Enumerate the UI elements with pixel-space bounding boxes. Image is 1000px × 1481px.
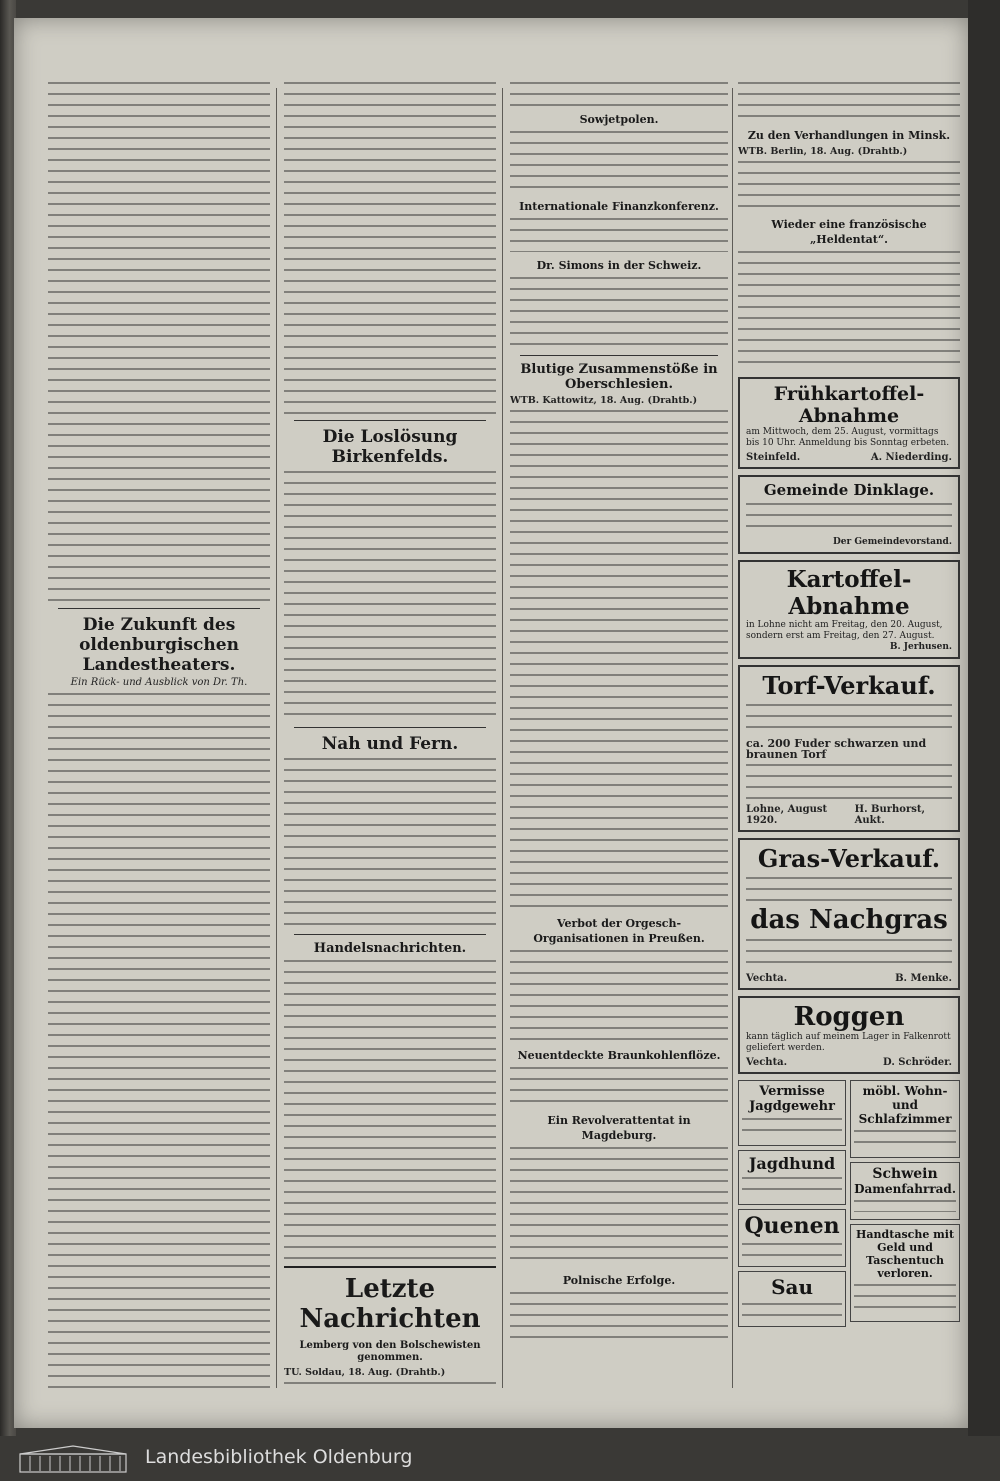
newspaper-page	[14, 18, 968, 1428]
ad-fruehkartoffel	[738, 377, 960, 469]
library-building-icon	[18, 1444, 128, 1474]
column-3	[510, 78, 728, 1388]
handel-title: Handelsnachrichten.	[313, 941, 467, 956]
ad-text-block	[742, 1177, 842, 1197]
ad-handtasche	[850, 1224, 960, 1322]
ad-text-block	[742, 1303, 842, 1319]
sowjetpolen-title: Sowjetpolen.	[579, 113, 659, 126]
divider	[520, 355, 718, 356]
ad-kartoffel	[738, 560, 960, 659]
ad-name: B. Menke.	[895, 973, 952, 984]
column-4	[738, 78, 960, 1388]
ad-text-block	[746, 503, 952, 533]
article-text-block	[284, 471, 496, 721]
ad-text: kann täglich auf meinem Lager in Falkenrott geliefert werden.	[746, 1032, 951, 1053]
article-text-block	[510, 1292, 728, 1342]
ad-subtitle: Jagdgewehr	[749, 1099, 835, 1114]
ad-text-block	[742, 1118, 842, 1138]
ad-signature	[746, 1057, 952, 1068]
article-text-block	[510, 1067, 728, 1107]
small-ads-left	[738, 1080, 846, 1331]
column-rule	[502, 88, 503, 1388]
article-text-block	[284, 758, 496, 928]
ad-text-block	[742, 1243, 842, 1259]
ad-text-block	[746, 877, 952, 901]
revolver-title: Ein Revolverattentat in Magdeburg.	[547, 1114, 691, 1142]
heldentat-title: Wieder eine französische „Heldentat“.	[771, 218, 927, 246]
ad-title: Sau	[771, 1275, 814, 1299]
article-text-block	[738, 251, 960, 371]
ad-vermisse	[738, 1080, 846, 1146]
ad-title: möbl. Wohn- und Schlafzimmer	[858, 1084, 952, 1126]
article-text-block	[510, 82, 728, 106]
ad-title: Frühkartoffel-Abnahme	[773, 383, 925, 427]
article-text-block	[284, 1382, 496, 1388]
ad-title: Quenen	[744, 1213, 840, 1239]
ad-signature	[746, 452, 952, 463]
library-name: Landesbibliothek Oldenburg	[145, 1446, 413, 1468]
ad-quenen	[738, 1209, 846, 1267]
ad-place: Vechta.	[746, 1057, 788, 1068]
ad-text-block	[854, 1130, 956, 1150]
dateline: WTB. Berlin, 18. Aug. (Drahtb.)	[738, 146, 908, 157]
ad-title: Handtasche mit Geld und Taschentuch verloren.	[856, 1228, 955, 1280]
ad-title: Kartoffel-Abnahme	[786, 566, 912, 620]
ad-title: Jagdhund	[748, 1154, 836, 1173]
ad-title: Schwein	[872, 1166, 938, 1182]
library-footer	[0, 1436, 1000, 1481]
ad-jagdhund	[738, 1150, 846, 1205]
ad-subtitle: Damenfahrrad.	[854, 1182, 956, 1196]
article-text-block	[510, 277, 728, 349]
nah-und-fern-title: Nah und Fern.	[321, 734, 459, 754]
article-text-block	[48, 82, 270, 602]
ad-title: Torf-Verkauf.	[762, 671, 936, 700]
braunkohle-title: Neuentdeckte Braunkohlenflöze.	[517, 1049, 721, 1062]
column-1	[48, 78, 270, 1388]
divider	[294, 727, 486, 728]
ad-text-block	[746, 939, 952, 969]
small-ads-right	[850, 1080, 960, 1331]
ad-torf	[738, 665, 960, 832]
ad-sau	[738, 1271, 846, 1327]
ad-title: Vermisse	[759, 1084, 825, 1099]
article-text-block	[510, 410, 728, 910]
article-text-block	[284, 82, 496, 414]
ad-signature: Der Gemeindevorstand.	[832, 537, 952, 547]
ad-signature	[746, 804, 952, 826]
page-edge	[968, 0, 1000, 1440]
minsk-title: Zu den Verhandlungen in Minsk.	[747, 129, 951, 142]
ad-name: D. Schröder.	[883, 1057, 952, 1068]
ad-text-block	[854, 1200, 956, 1212]
ad-name: A. Niederding.	[870, 452, 952, 463]
divider	[294, 934, 486, 935]
ad-signature: B. Jerhusen.	[889, 642, 952, 652]
ad-text-block	[746, 704, 952, 734]
article-text-block	[510, 131, 728, 193]
column-2	[284, 78, 496, 1388]
simons-title: Dr. Simons in der Schweiz.	[536, 259, 702, 272]
ad-dinklage	[738, 475, 960, 554]
ad-text-block	[854, 1284, 956, 1314]
ad-schwein	[850, 1162, 960, 1220]
article-text-block	[284, 960, 496, 1260]
dateline: TU. Soldau, 18. Aug. (Drahtb.)	[284, 1367, 446, 1378]
ad-title: Roggen	[793, 1002, 905, 1032]
article-text-block	[510, 950, 728, 1042]
ad-name: H. Burhorst, Aukt.	[854, 804, 925, 826]
theater-article-title: Die Zukunft des oldenburgischen Landestheaters.	[79, 615, 239, 675]
article-text-block	[738, 161, 960, 211]
birkenfeld-title: Die Loslösung Birkenfelds.	[322, 427, 458, 467]
ad-gras	[738, 838, 960, 990]
article-text-block	[510, 1147, 728, 1267]
verbot-title: Verbot der Orgesch-Organisationen in Preußen.	[533, 917, 705, 945]
ad-moebl	[850, 1080, 960, 1158]
small-ads-grid	[738, 1080, 960, 1331]
theater-article-byline: Ein Rück- und Ausblick von Dr. Th.	[70, 677, 248, 688]
article-text-block	[48, 693, 270, 1388]
ad-text: ca. 200 Fuder schwarzen und braunen Torf	[746, 737, 927, 761]
letzte-nachrichten-subtitle: Lemberg von den Bolschewisten genommen.	[299, 1340, 481, 1363]
divider	[294, 420, 486, 421]
divider	[284, 1266, 496, 1268]
ad-place: Vechta.	[746, 973, 788, 984]
blutige-title: Blutige Zusammenstöße in Oberschlesien.	[520, 362, 718, 392]
column-rule	[276, 88, 277, 1388]
article-text-block	[738, 82, 960, 122]
column-rule	[732, 88, 733, 1388]
ad-signature	[746, 973, 952, 984]
letzte-nachrichten-title: Letzte Nachrichten	[299, 1274, 481, 1334]
ad-text: am Mittwoch, dem 25. August, vormittags bis 10 Uhr. Anmeldung bis Sonntag erbeten.	[746, 427, 950, 448]
polnische-title: Polnische Erfolge.	[562, 1274, 676, 1287]
article-text-block	[510, 218, 728, 252]
ad-text: in Lohne nicht am Freitag, den 20. August, sondern erst am Freitag, den 27. August.	[746, 620, 943, 641]
divider	[58, 608, 260, 609]
ad-title: Gemeinde Dinklage.	[763, 481, 935, 499]
ad-place: Lohne, August 1920.	[746, 804, 828, 826]
ad-title: Gras-Verkauf.	[757, 844, 941, 873]
ad-roggen	[738, 996, 960, 1074]
ad-headline: das Nachgras	[750, 905, 948, 935]
ad-place: Steinfeld.	[746, 452, 801, 463]
ad-text-block	[746, 764, 952, 800]
dateline: WTB. Kattowitz, 18. Aug. (Drahtb.)	[510, 395, 698, 406]
finanzkonferenz-title: Internationale Finanzkonferenz.	[519, 200, 719, 213]
